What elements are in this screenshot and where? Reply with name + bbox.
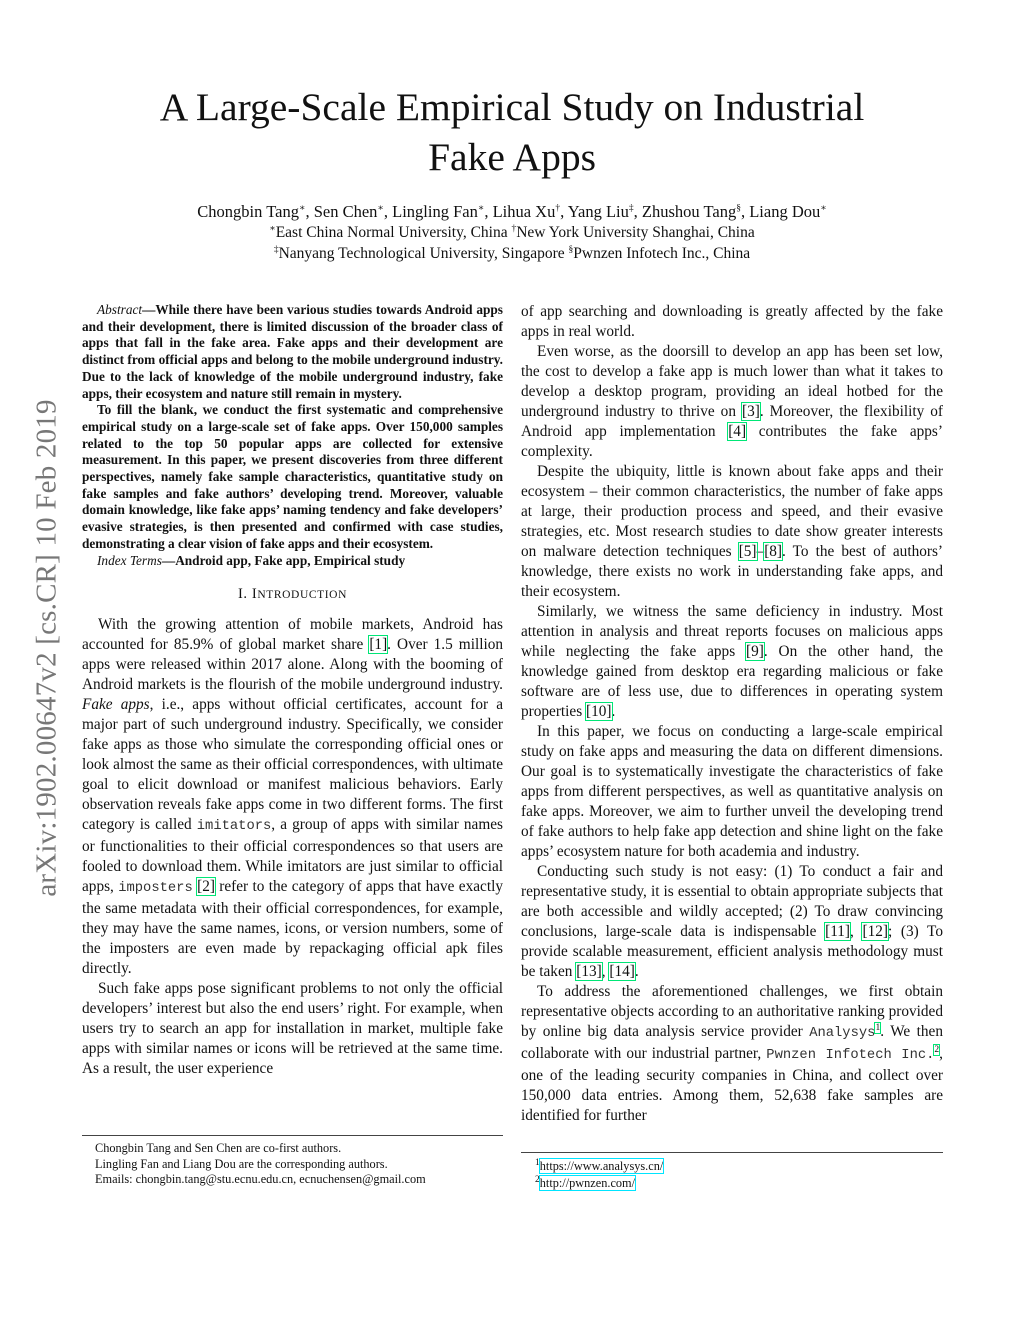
author-name: Sen Chen <box>313 202 378 221</box>
abstract-label: Abstract <box>97 302 143 317</box>
citation-link[interactable]: [2] <box>197 878 215 896</box>
paper-title <box>100 82 924 182</box>
footnote: Chongbin Tang and Sen Chen are co-first authors. <box>95 1141 342 1155</box>
index-terms: Index Terms—Android app, Fake app, Empirical study <box>97 552 406 568</box>
title-line-2: Fake Apps <box>428 135 596 179</box>
footnotes-left <box>95 1141 505 1188</box>
affiliation-line-1: ∗East China Normal University, China †New York University Shanghai, China <box>269 223 755 241</box>
arxiv-identifier <box>32 352 62 944</box>
author-list: Chongbin Tang∗, Sen Chen∗, Lingling Fan∗, Lihua Xu†, Yang Liu‡, Zhushou Tang§, Liang Dou∗ <box>197 202 827 221</box>
right-column <box>521 302 943 1126</box>
abstract <box>82 302 503 553</box>
author-name: Liang Dou <box>749 202 821 221</box>
left-column <box>82 302 503 1079</box>
right-paragraph-6: To address the aforementioned challenges, we first obtain representative objects according to an authoritative ranking provided by online big data analysis service provider Analysys$^1$. We then collaborate with our industrial partner, Pwnzen Infotech Inc.$^2$, one of the leading security companies in China, and collect over 150,000 data entries. Among them, 52,638 fake samples are identified for further <box>521 983 943 1124</box>
citation-link[interactable]: [14] <box>609 963 635 980</box>
citation-link[interactable]: [12] <box>862 923 888 940</box>
footnotes-right <box>535 1158 945 1192</box>
affiliation-line-2: ‡Nanyang Technological University, Singapore §Pwnzen Infotech Inc., China <box>273 244 751 262</box>
footnote-divider <box>521 1152 943 1153</box>
footnote-divider <box>82 1135 503 1136</box>
footnote: Lingling Fan and Liang Dou are the corresponding authors. <box>95 1156 388 1171</box>
abstract-paragraph-1: Abstract—While there have been various studies towards Android apps and their development, there is limited discussion of the broader class of apps that fall in the fake area. Fake apps and their development are distinct from official apps and belong to the mobile underground industry. Due to the lack of knowledge of the mobile underground industry, fake apps, their ecosystem and nature still remain in mystery. <box>82 302 504 401</box>
right-paragraph-3: Similarly, we witness the same deficiency in industry. Most attention in analysis and threat reports focuses on malicious apps while neglecting the fake apps [9]. On the other hand, the knowledge gained from desktop era regarding malicious or fake software are of less use, due to differences in operating system properties [10]. <box>521 603 943 720</box>
footnote-url: $^1$https://www.analysys.cn/ <box>535 1157 664 1173</box>
arxiv-id-text: arXiv:1902.00647v2 [cs.CR] 10 Feb 2019 <box>30 399 63 897</box>
footnote: Emails: chongbin.tang@stu.ecnu.edu.cn, ecnuchensen@gmail.com <box>95 1172 426 1186</box>
citation-link[interactable]: [3] <box>741 403 760 420</box>
right-paragraph-1: Even worse, as the doorsill to develop an app has been set low, the cost to develop a fake app is much lower than what it takes to develop a desktop program, providing an ideal hotbed for the underground industry to thrive on [3]. Moreover, the flexibility of Android app implementation [4] contributes the fake apps’ complexity. <box>521 343 943 460</box>
section-heading-introduction: I. INTRODUCTION <box>238 586 347 603</box>
citation-link[interactable]: [5] <box>738 543 757 560</box>
title-line-1: A Large-Scale Empirical Study on Industrial <box>159 85 865 129</box>
citation-link[interactable]: [13] <box>576 963 602 980</box>
citation-link[interactable]: [9] <box>746 643 764 660</box>
pwnzen-url-link[interactable]: http://pwnzen.com/ <box>539 1176 636 1190</box>
author-name: Zhushou Tang <box>641 202 737 221</box>
author-block <box>80 201 944 264</box>
citation-link[interactable]: [1] <box>369 636 388 654</box>
abstract-paragraph-2: To fill the blank, we conduct the first systematic and comprehensive empirical study on a large-scale set of fake apps. Over 150,000 samples related to the top 50 popular apps are collected for extensive measurement. In this paper, we present discoveries from three different perspectives, namely fake sample characteristics, quantitative study on fake samples and fake authors’ developing trend. Moreover, valuable domain knowledge, like fake apps’ naming tendency and fake developers’ evasive strategies, is then presented and confirmed with case studies, demonstrating a clear vision of fake apps and their ecosystem. <box>82 402 503 551</box>
footnote-url: $^2$http://pwnzen.com/ <box>535 1174 636 1190</box>
footnote-link[interactable]: 1 <box>875 1022 881 1033</box>
footnote-link[interactable]: 2 <box>934 1044 940 1055</box>
intro-paragraph-1: With the growing attention of mobile markets, Android has accounted for 85.9% of global market share [1]. Over 1.5 million apps were released within 2017 alone. Along with the booming of Android markets is the flourish of the mobile underground industry. Fake apps, i.e., apps without official certificates, account for a major part of such underground industry. Specifically, we consider fake apps as those who simulate the corresponding official ones or look almost the same as their official correspondences, with ultimate goal to elicit download or manifest malicious behaviors. Early observation reveals fake apps come in two different forms. The first category is called imitators, a group of apps with similar names or functionalities to their official correspondences so that users are fooled to download them. While imitators are just similar to official apps, imposters [2] refer to the category of apps that have exactly the same metadata with their official correspondences, for example, they may have the same names, icons, or version numbers, some of the imposters are even made by repackaging official apk files directly. <box>82 616 504 978</box>
author-name: Lingling Fan <box>392 202 478 221</box>
right-paragraph-4: In this paper, we focus on conducting a large-scale empirical study on fake apps and measuring the data on different dimensions. Our goal is to systematically investigate the characteristics of fake apps from different perspectives, as well as quantitative analysis on fake apps. Moreover, we aim to further unveil the developing trend of fake authors to help fake app detection and shine light on the fake apps’ ecosystem nature for both academia and industry. <box>521 723 943 860</box>
right-paragraph-0: of app searching and downloading is greatly affected by the fake apps in real world. <box>521 303 943 340</box>
citation-link[interactable]: [4] <box>728 423 747 440</box>
author-name: Lihua Xu <box>492 202 556 221</box>
index-terms-label: Index Terms <box>97 552 162 568</box>
citation-link[interactable]: [11] <box>825 923 851 940</box>
right-paragraph-2: Despite the ubiquity, little is known about fake apps and their ecosystem – their common characteristics, the number of fake apps at large, their production process and speed, and their evasive strategies, etc. Most research studies to date show greater interests on malware detection techniques [5]–[8]. To the best of authors’ knowledge, there exists no work in understanding fake apps, and their ecosystem. <box>521 463 944 600</box>
right-paragraph-5: Conducting such study is not easy: (1) To conduct a fair and representative study, it is essential to obtain appropriate subjects that are both accessible and wildly accepted; (2) To draw convincing conclusions, large-scale data is indispensable [11], [12]; (3) To provide scalable measurement, efficient analysis methodology must be taken [13], [14]. <box>521 863 943 980</box>
analysys-url-link[interactable]: https://www.analysys.cn/ <box>539 1159 664 1173</box>
citation-link[interactable]: [10] <box>586 703 612 720</box>
intro-paragraph-2: Such fake apps pose significant problems to not only the official developers’ interest but also the end users’ right. For example, when users try to search an app for installation in market, multiple fake apps with similar names or icons will be retrieved at the same time. As a result, the user experience <box>82 980 503 1078</box>
author-name: Yang Liu <box>567 202 629 221</box>
citation-link[interactable]: [8] <box>764 543 783 560</box>
author-name: Chongbin Tang <box>197 202 299 221</box>
